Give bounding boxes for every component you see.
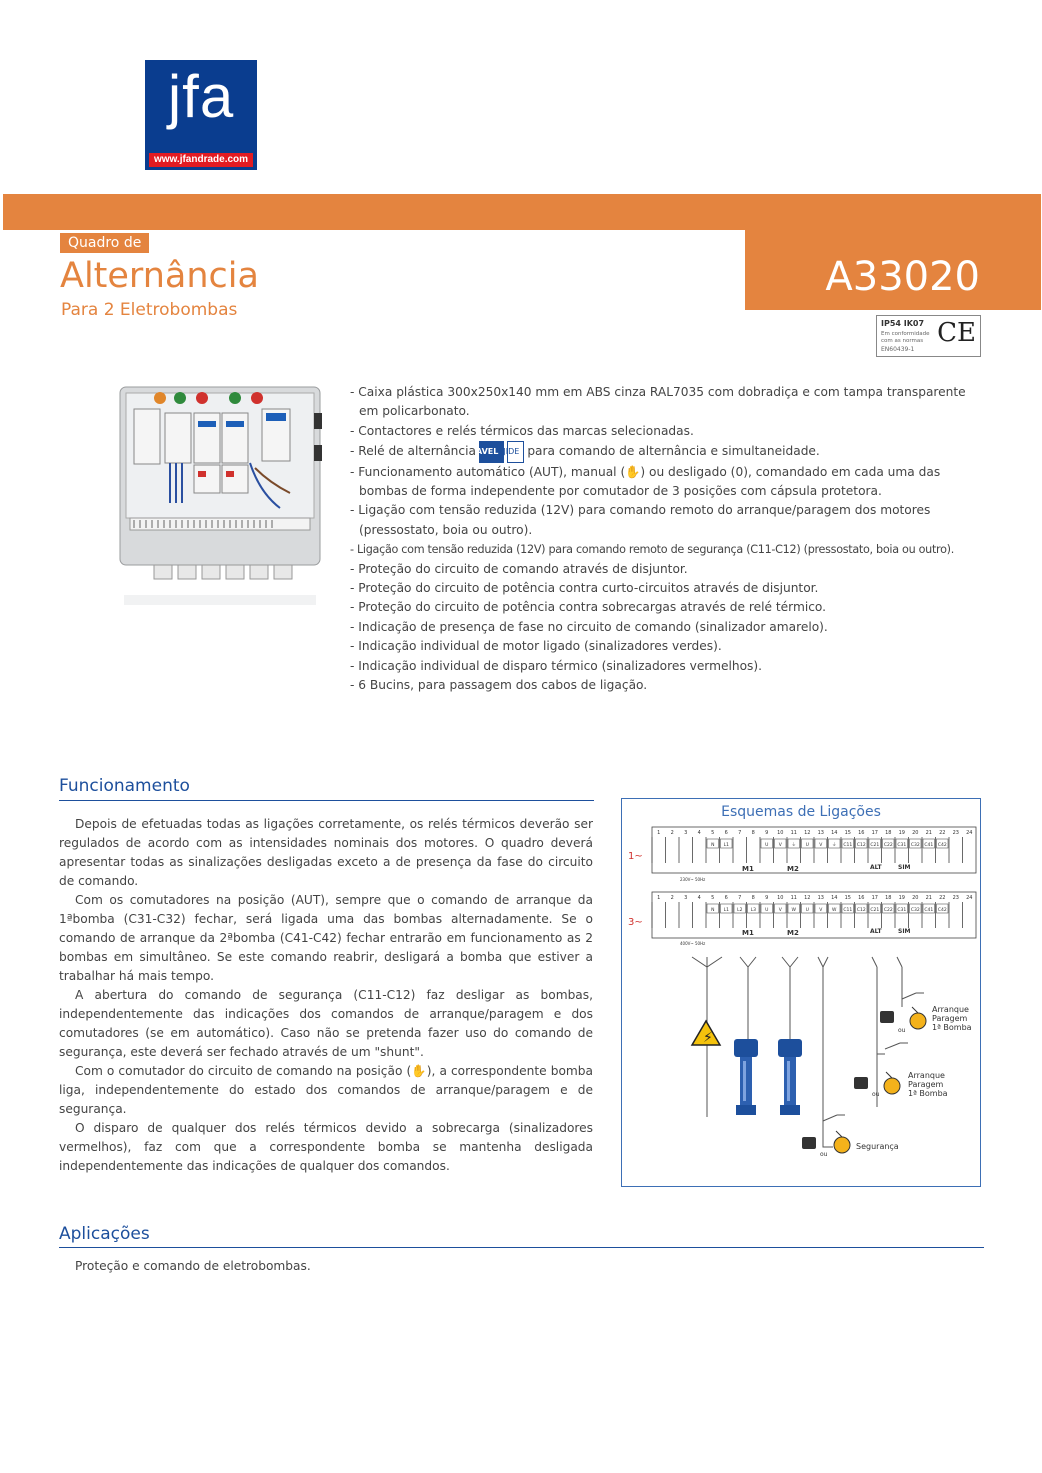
pump-1-icon bbox=[734, 1039, 758, 1115]
terminal-label: C11 bbox=[843, 908, 853, 913]
terminal-number: 16 bbox=[858, 895, 865, 901]
jide-brand-logo: JIDE bbox=[507, 441, 524, 462]
motor-2-label: M2 bbox=[787, 929, 799, 937]
terminal-label: C41 bbox=[924, 843, 934, 848]
terminal-number: 21 bbox=[925, 830, 932, 836]
wiring-diagram bbox=[621, 798, 981, 1187]
terminal-label: W bbox=[791, 908, 796, 913]
motor-1-label: M1 bbox=[742, 865, 754, 873]
sim-label: SIM bbox=[898, 864, 911, 871]
terminal-number: 18 bbox=[885, 895, 892, 901]
terminal-number: 13 bbox=[817, 895, 824, 901]
feature-item: - Proteção do circuito de potência contra curto-circuitos através de disjuntor. bbox=[350, 581, 819, 596]
terminal-label: V bbox=[778, 908, 782, 913]
terminal-label: C22 bbox=[883, 908, 893, 913]
paragraph: A abertura do comando de segurança (C11-C12) faz desligar as bombas, independentemente das indicações dos comandos de arranque/paragem e dos comutadores (se em automático). Caso não se pretenda fazer uso do comando de segurança, este deverá ser fechado através de um "shunt". bbox=[59, 988, 593, 1059]
arranque-label: Arranque bbox=[932, 1005, 969, 1014]
feature-item: - Proteção do circuito de comando através de disjuntor. bbox=[350, 561, 688, 576]
motor-2-label: M2 bbox=[787, 865, 799, 873]
diagram-title: Esquemas de Ligações bbox=[721, 804, 881, 820]
terminal-number: 1 bbox=[657, 895, 661, 901]
terminal-number: 7 bbox=[738, 895, 742, 901]
cert-standard: EN60439-1 bbox=[881, 346, 915, 353]
switch-group-1-icon bbox=[880, 1007, 926, 1029]
terminal-number: 2 bbox=[670, 830, 674, 836]
pump-number-label: 1ª Bomba bbox=[932, 1023, 972, 1032]
wiring-diagram-drawing bbox=[622, 799, 980, 1186]
terminal-number: 8 bbox=[751, 830, 755, 836]
terminal-number: 20 bbox=[912, 830, 919, 836]
terminal-label: U bbox=[805, 843, 809, 848]
terminal-number: 9 bbox=[765, 895, 769, 901]
alt-label: ALT bbox=[870, 864, 882, 871]
motor-1-label: M1 bbox=[742, 929, 754, 937]
terminal-label: C11 bbox=[843, 843, 853, 848]
ip-rating: IP54 IK07 bbox=[881, 319, 925, 328]
terminal-number: 15 bbox=[844, 830, 851, 836]
terminal-number: 24 bbox=[966, 895, 973, 901]
terminal-number: 12 bbox=[804, 895, 811, 901]
terminal-number: 1 bbox=[657, 830, 661, 836]
feature-item: - Contactores e relés térmicos das marcas selecionadas. bbox=[350, 423, 694, 438]
terminal-label: ⏚ bbox=[791, 843, 796, 848]
terminal-number: 21 bbox=[925, 895, 932, 901]
terminal-label: L3 bbox=[750, 908, 756, 913]
feature-item: - Indicação de presença de fase no circuito de comando (sinalizador amarelo). bbox=[350, 619, 828, 634]
page-subtitle: Para 2 Eletrobombas bbox=[61, 300, 238, 320]
terminal-label: C32 bbox=[910, 843, 920, 848]
terminal-label: V bbox=[819, 843, 823, 848]
logo-url: www.jfandrade.com bbox=[149, 153, 253, 167]
terminal-number: 23 bbox=[952, 895, 959, 901]
terminal-label: C32 bbox=[910, 908, 920, 913]
logo-text: jfa bbox=[167, 63, 235, 130]
terminal-number: 13 bbox=[817, 830, 824, 836]
terminal-number: 23 bbox=[952, 830, 959, 836]
terminal-label: L1 bbox=[723, 843, 729, 848]
terminal-number: 5 bbox=[711, 830, 715, 836]
feature-text: - Relé de alternância bbox=[350, 444, 476, 459]
feature-item: - Proteção do circuito de potência contra sobrecargas através de relé térmico. bbox=[350, 600, 827, 615]
voltage-label: 400V~ 50Hz bbox=[680, 941, 706, 946]
terminal-label: C42 bbox=[937, 843, 947, 848]
product-photo bbox=[110, 383, 335, 613]
company-logo bbox=[145, 60, 257, 170]
terminal-number: 19 bbox=[898, 895, 905, 901]
terminal-number: 17 bbox=[871, 830, 878, 836]
feature-item: - Ligação com tensão reduzida (12V) para comando remoto do arranque/paragem dos motores (pressostato, boia ou outro). bbox=[350, 503, 931, 537]
terminal-number: 22 bbox=[939, 895, 946, 901]
terminal-label: L2 bbox=[737, 908, 743, 913]
cert-line-2: com as normas bbox=[881, 338, 924, 344]
terminal-number: 8 bbox=[751, 895, 755, 901]
terminal-number: 15 bbox=[844, 895, 851, 901]
terminal-number: 7 bbox=[738, 830, 742, 836]
or-label: ou bbox=[820, 1151, 828, 1158]
section-heading-aplicacoes: Aplicações bbox=[59, 1224, 150, 1244]
voltage-label: 230V~ 50Hz bbox=[680, 877, 706, 882]
terminal-number: 9 bbox=[765, 830, 769, 836]
funcionamento-body bbox=[59, 815, 593, 1176]
terminal-number: 6 bbox=[724, 895, 728, 901]
or-label: ou bbox=[898, 1027, 906, 1034]
arranque-label: Arranque bbox=[908, 1071, 945, 1080]
terminal-label: L1 bbox=[723, 908, 729, 913]
section-divider bbox=[59, 1247, 984, 1248]
terminal-number: 3 bbox=[684, 830, 688, 836]
seguranca-label: Segurança bbox=[856, 1142, 899, 1151]
paragem-label: Paragem bbox=[908, 1080, 944, 1089]
feature-item: - Ligação com tensão reduzida (12V) para comando remoto de segurança (C11-C12) (pressostato, boia ou outro). bbox=[350, 543, 954, 557]
terminal-label: ⏚ bbox=[832, 843, 837, 848]
paragraph: Com o comutador do circuito de comando na posição (✋), a correspondente bomba liga, independentemente do estado dos comandos de arranque/paragem e de segurança. bbox=[59, 1064, 593, 1116]
pump-2-icon bbox=[778, 1039, 802, 1115]
terminal-number: 20 bbox=[912, 895, 919, 901]
terminal-label: N bbox=[711, 908, 715, 913]
svg-text:⚡: ⚡ bbox=[703, 1030, 713, 1046]
terminal-number: 11 bbox=[790, 895, 797, 901]
terminal-label: C12 bbox=[856, 908, 866, 913]
terminal-number: 6 bbox=[724, 830, 728, 836]
terminal-label: U bbox=[765, 843, 769, 848]
terminal-number: 12 bbox=[804, 830, 811, 836]
feature-item: - Indicação individual de motor ligado (sinalizadores verdes). bbox=[350, 639, 722, 654]
certification-box bbox=[876, 315, 981, 357]
terminal-label: W bbox=[832, 908, 837, 913]
terminal-label: U bbox=[805, 908, 809, 913]
feature-item: - Indicação individual de disparo térmico (sinalizadores vermelhos). bbox=[350, 658, 763, 673]
terminal-label: C31 bbox=[897, 843, 907, 848]
sim-label: SIM bbox=[898, 928, 911, 935]
paragraph: Com os comutadores na posição (AUT), sempre que o comando de arranque da 1ªbomba (C31-C32) fechar, será ligada uma das bombas alternadamente. Se o comando de arranque da 2ªbomba (C41-C42) fechar entrarão em funcionamento as 2 bombas em simultâneo. Se este comando reabrir, desligará a bomba que estiver a trabalhar há mais tempo. bbox=[59, 893, 593, 983]
ce-mark: CE bbox=[937, 318, 976, 348]
paragraph: Depois de efetuadas todas as ligações corretamente, os relés térmicos deverão ser regulados de acordo com as intensidades nominais dos motores. O quadro deverá apresentar todas as sinalizações desligadas exceto a de presença da fase do circuito de comando. bbox=[59, 817, 593, 888]
feature-list bbox=[350, 383, 985, 696]
page-title: Alternância bbox=[60, 256, 259, 296]
three-phase-label: 3~ bbox=[628, 917, 643, 928]
terminal-label: C21 bbox=[870, 908, 880, 913]
terminal-label: N bbox=[711, 843, 715, 848]
terminal-label: C31 bbox=[897, 908, 907, 913]
terminal-label: C12 bbox=[856, 843, 866, 848]
terminal-number: 10 bbox=[777, 830, 784, 836]
terminal-label: V bbox=[778, 843, 782, 848]
category-tag: Quadro de bbox=[60, 233, 149, 253]
section-heading-funcionamento: Funcionamento bbox=[59, 776, 190, 796]
terminal-number: 14 bbox=[831, 895, 838, 901]
terminal-label: C41 bbox=[924, 908, 934, 913]
terminal-number: 10 bbox=[777, 895, 784, 901]
feature-item: - Caixa plástica 300x250x140 mm em ABS cinza RAL7035 com dobradiça e com tampa transparente em policarbonato. bbox=[350, 385, 966, 419]
terminal-number: 18 bbox=[885, 830, 892, 836]
terminal-label: C21 bbox=[870, 843, 880, 848]
pump-number-label: 1ª Bomba bbox=[908, 1089, 948, 1098]
terminal-label: C42 bbox=[937, 908, 947, 913]
terminal-number: 4 bbox=[697, 895, 701, 901]
terminal-number: 5 bbox=[711, 895, 715, 901]
terminal-number: 17 bbox=[871, 895, 878, 901]
switch-group-3-icon bbox=[802, 1131, 850, 1153]
terminal-number: 16 bbox=[858, 830, 865, 836]
paragem-label: Paragem bbox=[932, 1014, 968, 1023]
terminal-number: 24 bbox=[966, 830, 973, 836]
terminal-label: V bbox=[819, 908, 823, 913]
or-label: ou bbox=[872, 1091, 880, 1098]
terminal-number: 11 bbox=[790, 830, 797, 836]
feature-item: - 6 Bucins, para passagem dos cabos de ligação. bbox=[350, 678, 648, 693]
feature-item: - Funcionamento automático (AUT), manual (✋) ou desligado (0), comandado em cada uma das bombas de forma independente por comutador de 3 posições com cápsula protetora. bbox=[350, 464, 941, 499]
paragraph: O disparo de qualquer dos relés térmicos devido a sobrecarga (sinalizadores vermelhos), faz com que a correspondente bomba se mantenha desligada independentemente das indicações de qualquer dos comandos. bbox=[59, 1121, 593, 1173]
terminal-label: C22 bbox=[883, 843, 893, 848]
feature-text: para comando de alternância e simultaneidade. bbox=[527, 444, 820, 459]
terminal-number: 19 bbox=[898, 830, 905, 836]
feature-item bbox=[350, 441, 985, 462]
terminal-label: U bbox=[765, 908, 769, 913]
alt-label: ALT bbox=[870, 928, 882, 935]
cert-line-1: Em conformidade bbox=[881, 331, 930, 337]
avel-brand-logo: AVEL bbox=[479, 441, 504, 462]
terminal-number: 3 bbox=[684, 895, 688, 901]
terminal-number: 2 bbox=[670, 895, 674, 901]
aplicacoes-text: Proteção e comando de eletrobombas. bbox=[75, 1259, 311, 1273]
section-divider bbox=[59, 800, 594, 801]
terminal-number: 14 bbox=[831, 830, 838, 836]
terminal-number: 4 bbox=[697, 830, 701, 836]
terminal-number: 22 bbox=[939, 830, 946, 836]
model-code: A33020 bbox=[825, 254, 980, 300]
single-phase-label: 1~ bbox=[628, 851, 643, 862]
